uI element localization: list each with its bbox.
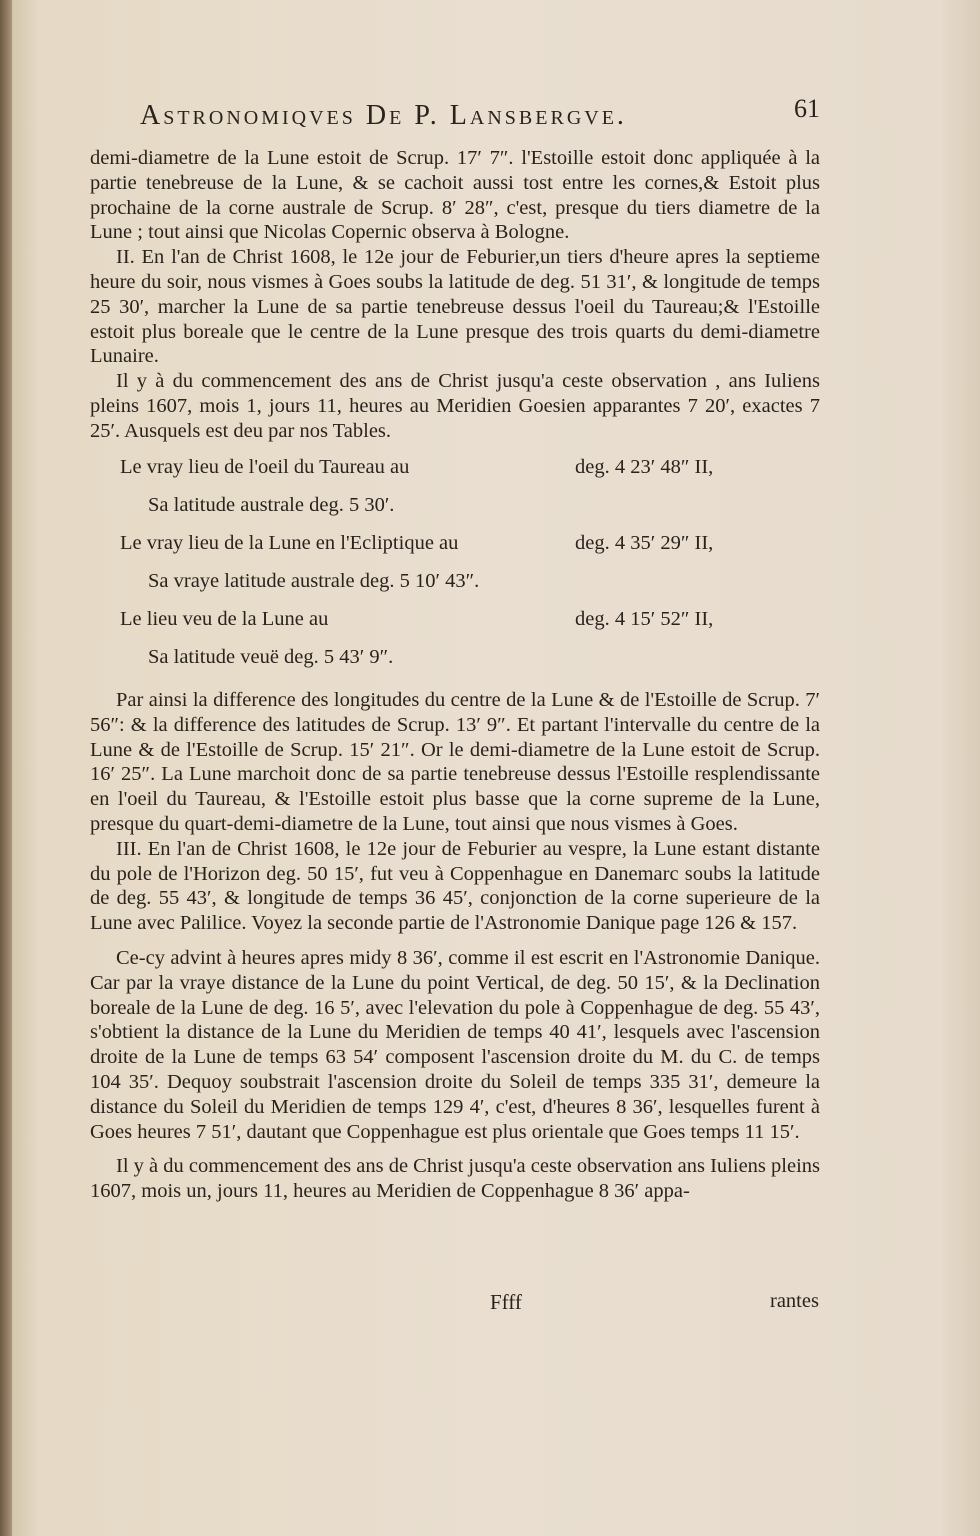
- table-value: deg. 4 35′ 29″ II,: [575, 532, 714, 554]
- table-row: [120, 532, 820, 570]
- paragraph: II. En l'an de Christ 1608, le 12e jour de Feburier,un tiers d'heure apres la septieme heure du soir, nous vismes à Goes soubs la latitude de deg. 51 31′, & longitude de temps 25 30′, marcher la Lune de sa partie tenebreuse dessus l'oeil du Taureau;& l'Estoille estoit plus boreale que le centre de la Lune presque des trois quarts du demi-diametre Lunaire.: [90, 246, 820, 368]
- page-number: 61: [794, 94, 820, 123]
- paragraph: demi-diametre de la Lune estoit de Scrup. 17′ 7″. l'Estoille estoit donc appliquée à la partie tenebreuse de la Lune, & se cachoit aussi tost entre les cornes,& Estoit plus prochaine de la corne australe de Scrup. 8′ 28″, c'est, presque du tiers diametre de la Lune ; tout ainsi que Nicolas Copernic observa à Bologne.: [90, 147, 820, 244]
- table-row: [120, 608, 820, 646]
- table-value: deg. 4 23′ 48″ II,: [575, 456, 714, 478]
- book-spine: [0, 0, 12, 1536]
- table-row: [120, 570, 820, 608]
- table-label: Le vray lieu de l'oeil du Taureau au: [120, 456, 410, 478]
- table-label: Sa latitude veuë deg. 5 43′ 9″.: [148, 646, 394, 668]
- signature-mark: Ffff: [490, 1290, 522, 1314]
- body-text-top: [90, 146, 820, 444]
- catchword: rantes: [770, 1290, 819, 1312]
- table-label: Le vray lieu de la Lune en l'Ecliptique au: [120, 532, 459, 554]
- table-label: Le lieu veu de la Lune au: [120, 608, 329, 630]
- paragraph: Il y à du commencement des ans de Christ jusqu'a ceste observation ans Iuliens pleins 1607, mois un, jours 11, heures au Meridien de Coppenhague 8 36′ appa-: [90, 1155, 820, 1203]
- table-of-positions: [120, 456, 820, 684]
- body-text-bottom: [90, 688, 820, 1204]
- running-header: [140, 94, 820, 140]
- paragraph: III. En l'an de Christ 1608, le 12e jour de Feburier au vespre, la Lune estant distante du pole de l'Horizon deg. 50 15′, fut veu à Coppenhague en Danemarc soubs la latitude de deg. 55 43′, & longitude de temps 36 45′, conjonction de la corne superieure de la Lune avec Palilice. Voyez la seconde partie de l'Astronomie Danique page 126 & 157.: [90, 837, 820, 935]
- table-label: Sa latitude australe deg. 5 30′.: [148, 494, 395, 516]
- table-row: [120, 494, 820, 532]
- table-label: Sa vraye latitude australe deg. 5 10′ 43″.: [148, 570, 480, 592]
- table-row: [120, 646, 820, 684]
- paragraph: Il y à du commencement des ans de Christ jusqu'a ceste observation , ans Iuliens pleins 1607, mois 1, jours 11, heures au Meridien Goesien apparantes 7 20′, exactes 7 25′. Ausquels est deu par nos Tables.: [90, 370, 820, 442]
- table-row: [120, 456, 820, 494]
- paragraph: Par ainsi la difference des longitudes du centre de la Lune & de l'Estoille de Scrup. 7′ 56″: & la difference des latitudes de Scrup. 13′ 9″. Et partant l'intervalle du centre de la Lune & de l'Estoille de Scrup. 15′ 21″. Or le demi-diametre de la Lune estoit de Scrup. 16′ 25″. La Lune marchoit donc de sa partie tenebreuse dessus l'Estoille resplendissante en l'oeil du Taureau, & l'Estoille estoit plus basse que la corne supreme de la Lune, presque du quart-demi-diametre de la Lune, tout ainsi que nous vismes à Goes.: [90, 689, 820, 835]
- paragraph: Ce-cy advint à heures apres midy 8 36′, comme il est escrit en l'Astronomie Danique. Car par la vraye distance de la Lune du point Vertical, de deg. 50 15′, & la Declination boreale de la Lune de deg. 16 5′, avec l'elevation du pole à Coppenhague de deg. 55 43′, s'obtient la distance de la Lune du Meridien de temps 40 41′, lesquels avec l'ascension droite de la Lune de temps 63 54′ composent l'ascension droite du M. du C. de temps 104 35′. Dequoy soubstrait l'ascension droite du Soleil de temps 335 31′, demeure la distance du Soleil du Meridien de temps 129 4′, c'est, d'heures 8 36′, lesquelles furent à Goes heures 7 51′, dautant que Coppenhague est plus orientale que Goes temps 11 15′.: [90, 946, 820, 1143]
- table-value: deg. 4 15′ 52″ II,: [575, 608, 714, 630]
- running-title: Astronomiqves De P. Lansbergve.: [140, 100, 627, 131]
